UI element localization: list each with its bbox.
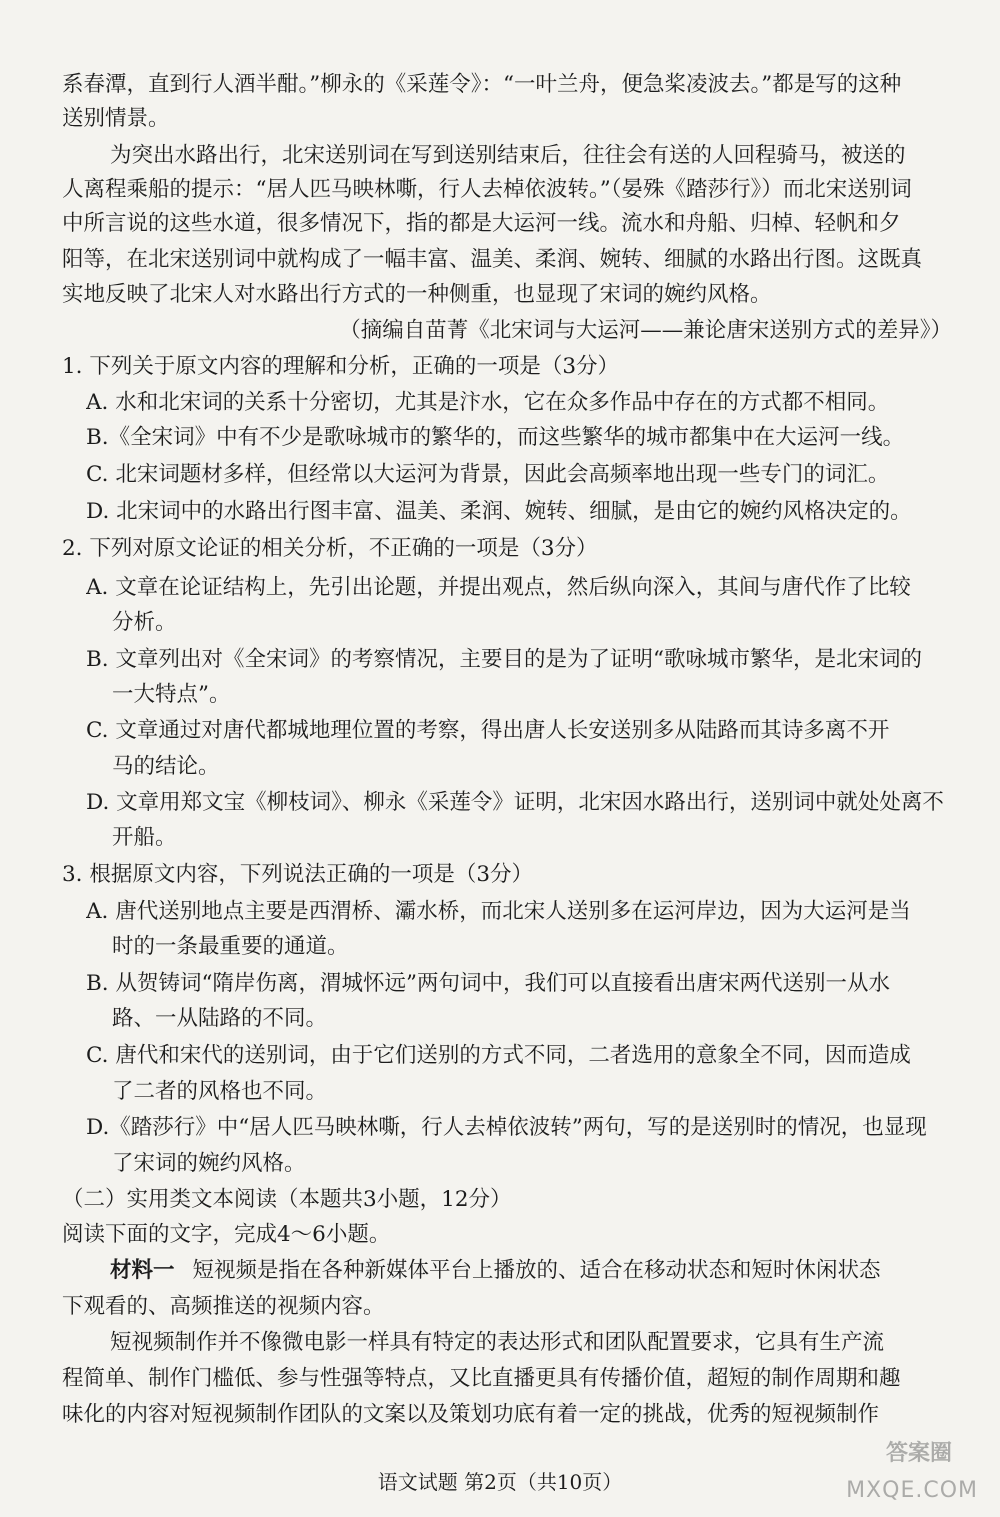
text-line: 味化的内容对短视频制作团队的文案以及策划功底有着一定的挑战，优秀的短视频制作 <box>62 1402 880 1427</box>
text-line: 送别情景。 <box>62 106 170 131</box>
text-line: 系春潭，直到行人酒半酣。”柳永的《采莲令》：“一叶兰舟，便急桨凌波去。”都是写的这种 <box>62 72 902 97</box>
option-a: A. 水和北宋词的关系十分密切，尤其是汴水，它在众多作品中存在的方式都不相同。 <box>86 390 890 415</box>
option-a: A. 唐代送别地点主要是西渭桥、灞水桥，而北宋人送别多在运河岸边，因为大运河是当 <box>86 899 911 924</box>
material-text: 短视频是指在各种新媒体平台上播放的、适合在移动状态和短时休闲状态 <box>192 1258 881 1283</box>
material-label: 材料一 <box>110 1258 175 1283</box>
option-b-cont: 路、一从陆路的不同。 <box>112 1006 328 1031</box>
material-1-line <box>110 1256 952 1286</box>
question-1-stem: 1. 下列关于原文内容的理解和分析，正确的一项是（3分） <box>62 354 620 379</box>
text-line: 短视频制作并不像微电影一样具有特定的表达形式和团队配置要求，它具有生产流 <box>110 1330 885 1355</box>
option-c: C. 唐代和宋代的送别词，由于它们送别的方式不同，二者选用的意象全不同，因而造成 <box>86 1043 911 1068</box>
option-a-cont: 分析。 <box>112 610 177 635</box>
option-d: D. 北宋词中的水路出行图丰富、温美、柔润、婉转、细腻，是由它的婉约风格决定的。 <box>86 499 912 524</box>
text-line: 中所言说的这些水道，很多情况下，指的都是大运河一线。流水和舟船、归棹、轻帆和夕 <box>62 211 901 236</box>
question-3-stem: 3. 根据原文内容，下列说法正确的一项是（3分） <box>62 862 534 887</box>
option-b: B.《全宋词》中有不少是歌咏城市的繁华的，而这些繁华的城市都集中在大运河一线。 <box>86 425 905 450</box>
option-d-cont: 了宋词的婉约风格。 <box>112 1151 306 1176</box>
option-b: B. 文章列出对《全宋词》的考察情况，主要目的是为了证明“歌咏城市繁华，是北宋词的 <box>86 647 922 672</box>
section-heading: （二）实用类文本阅读（本题共3小题，12分） <box>62 1187 512 1212</box>
text-line: 阳等，在北宋送别词中就构成了一幅丰富、温美、柔润、婉转、细腻的水路出行图。这既真 <box>62 247 923 272</box>
option-b-cont: 一大特点”。 <box>112 682 231 707</box>
watermark-text: 答案圈 <box>885 1441 952 1466</box>
option-c-cont: 马的结论。 <box>112 754 220 779</box>
option-d: D.《踏莎行》中“居人匹马映林嘶，行人去棹依波转”两句，写的是送别时的情况，也显现 <box>86 1115 927 1140</box>
text-line: 实地反映了北宋人对水路出行方式的一种侧重，也显现了宋词的婉约风格。 <box>62 282 772 307</box>
option-d: D. 文章用郑文宝《柳枝词》、柳永《采莲令》证明，北宋因水路出行，送别词中就处处离不 <box>86 790 944 815</box>
watermark-url: MXQE.COM <box>846 1478 978 1503</box>
text-line: 程简单、制作门槛低、参与性强等特点，又比直播更具有传播价值，超短的制作周期和趣 <box>62 1366 901 1391</box>
text-line: 下观看的、高频推送的视频内容。 <box>62 1294 385 1319</box>
option-a-cont: 时的一条最重要的通道。 <box>112 934 349 959</box>
option-b: B. 从贺铸词“隋岸伤离，渭城怀远”两句词中，我们可以直接看出唐宋两代送别一从水 <box>86 971 890 996</box>
option-c: C. 北宋词题材多样，但经常以大运河为背景，因此会高频率地出现一些专门的词汇。 <box>86 462 890 487</box>
page-footer: 语文试题 第2页（共10页） <box>377 1470 623 1494</box>
question-2-stem: 2. 下列对原文论证的相关分析，不正确的一项是（3分） <box>62 536 598 561</box>
option-a: A. 文章在论证结构上，先引出论题，并提出观点，然后纵向深入，其间与唐代作了比较 <box>86 575 911 600</box>
instruction: 阅读下面的文字，完成4～6小题。 <box>62 1222 391 1247</box>
watermark-logo <box>807 1435 982 1505</box>
text-line: 为突出水路出行，北宋送别词在写到送别结束后，往往会有送的人回程骑马，被送的 <box>110 143 906 168</box>
text-line: 人离程乘船的提示：“居人匹马映林嘶，行人去棹依波转。”（晏殊《踏莎行》）而北宋送别词 <box>62 177 912 202</box>
source-citation: （摘编自苗菁《北宋词与大运河——兼论唐宋送别方式的差异》） <box>339 318 952 343</box>
option-d-cont: 开船。 <box>112 825 177 850</box>
option-c: C. 文章通过对唐代都城地理位置的考察，得出唐人长安送别多从陆路而其诗多离不开 <box>86 718 890 743</box>
option-c-cont: 了二者的风格也不同。 <box>112 1079 328 1104</box>
